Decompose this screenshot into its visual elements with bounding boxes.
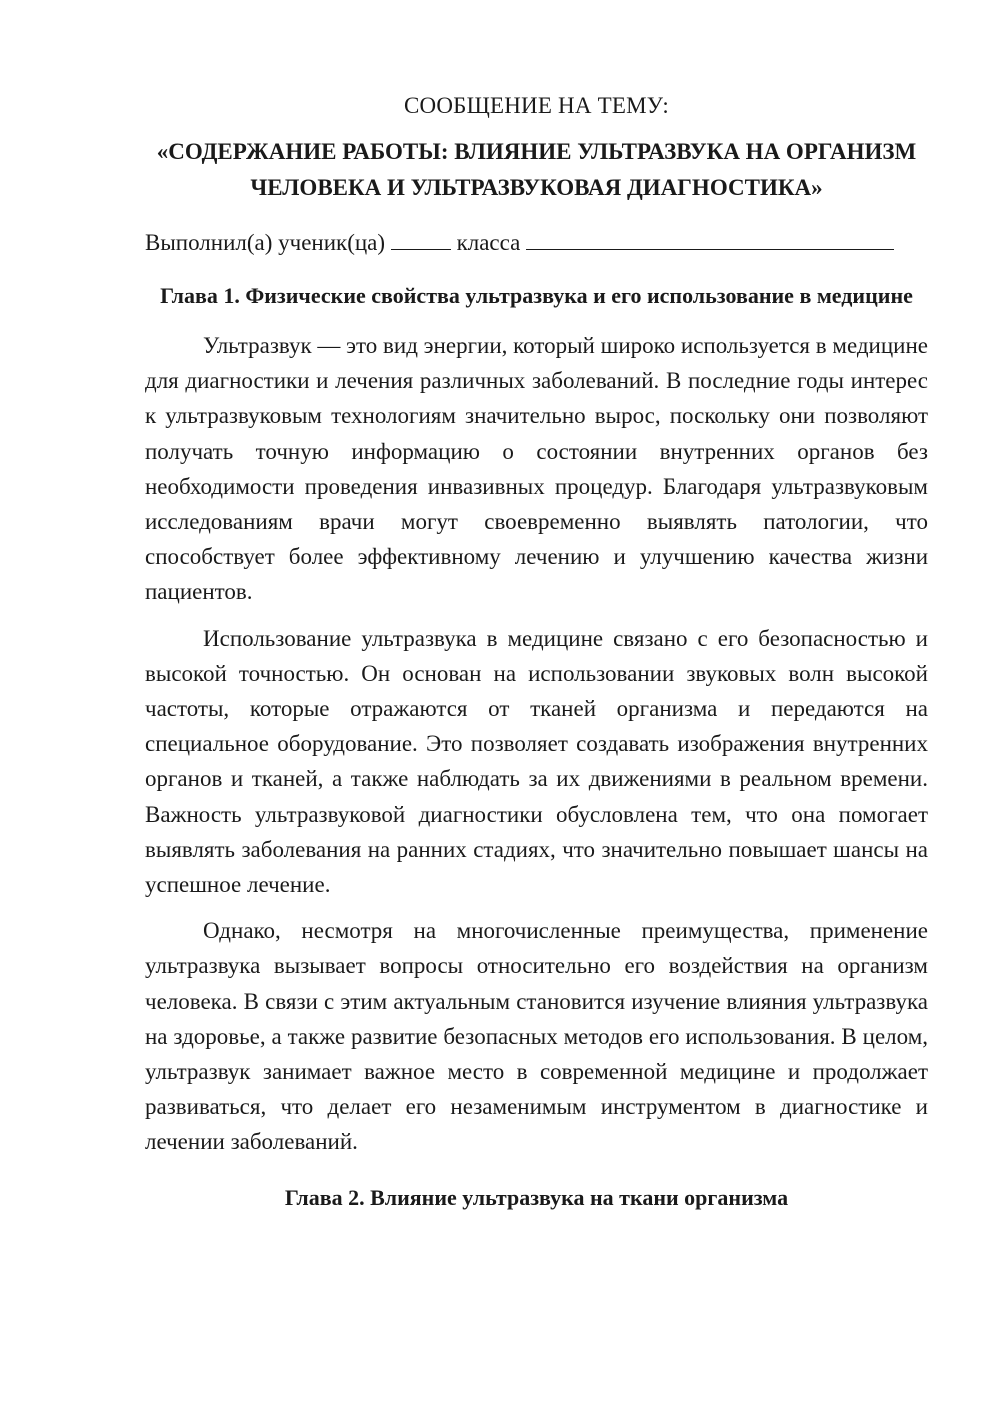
paragraph-3: Однако, несмотря на многочисленные преимущества, применение ультразвука вызывает вопросы относительно его воздействия на организм человека. В связи с этим актуальным становится изучение влияния ультразвука на здоровье, а также развитие безопасных методов его использования. В целом, ультразвук занимает важное место в современной медицине и продолжает развиваться, что делает его незаменимым инструментом в диагностике и лечении заболеваний. — [145, 918, 928, 1155]
chapter-1-heading: Глава 1. Физические свойства ультразвука и его использование в медицине — [160, 283, 913, 308]
author-name-blank — [526, 227, 894, 250]
chapter-2-heading: Глава 2. Влияние ультразвука на ткани организма — [284, 1184, 789, 1210]
document-page — [145, 88, 928, 1216]
document-title: «СОДЕРЖАНИЕ РАБОТЫ: ВЛИЯНИЕ УЛЬТРАЗВУКА НА ОРГАНИЗМ ЧЕЛОВЕКА И УЛЬТРАЗВУКОВАЯ ДИАГНОСТИКА» — [156, 139, 917, 200]
author-label: Выполнил(а) ученик(ца) — [145, 230, 386, 255]
class-label: класса — [456, 230, 521, 255]
paragraph-2: Использование ультразвука в медицине связано с его безопасностью и высокой точностью. Он основан на использовании звуковых волн высокой частоты, которые отражаются от тканей организма и передаются на специальное оборудование. Это позволяет создавать изображения внутренних органов и тканей, а также наблюдать за их движениями в реальном времени. Важность ультразвуковой диагностики обусловлена тем, что она помогает выявлять заболевания на ранних стадиях, что значительно повышает шансы на успешное лечение. — [145, 625, 928, 898]
author-line — [145, 226, 928, 260]
document-topic: СООБЩЕНИЕ НА ТЕМУ: — [404, 93, 669, 118]
paragraph-1: Ультразвук — это вид энергии, который широко используется в медицине для диагностики и лечения различных заболеваний. В последние годы интерес к ультразвуковым технологиям значительно вырос, поскольку они позволяют получать точную информацию о состоянии внутренних органов без необходимости проведения инвазивных процедур. Благодаря ультразвуковым исследованиям врачи могут своевременно выявлять патологии, что способствует более эффективному лечению и улучшению качества жизни пациентов. — [145, 333, 928, 605]
class-number-blank — [391, 227, 451, 250]
